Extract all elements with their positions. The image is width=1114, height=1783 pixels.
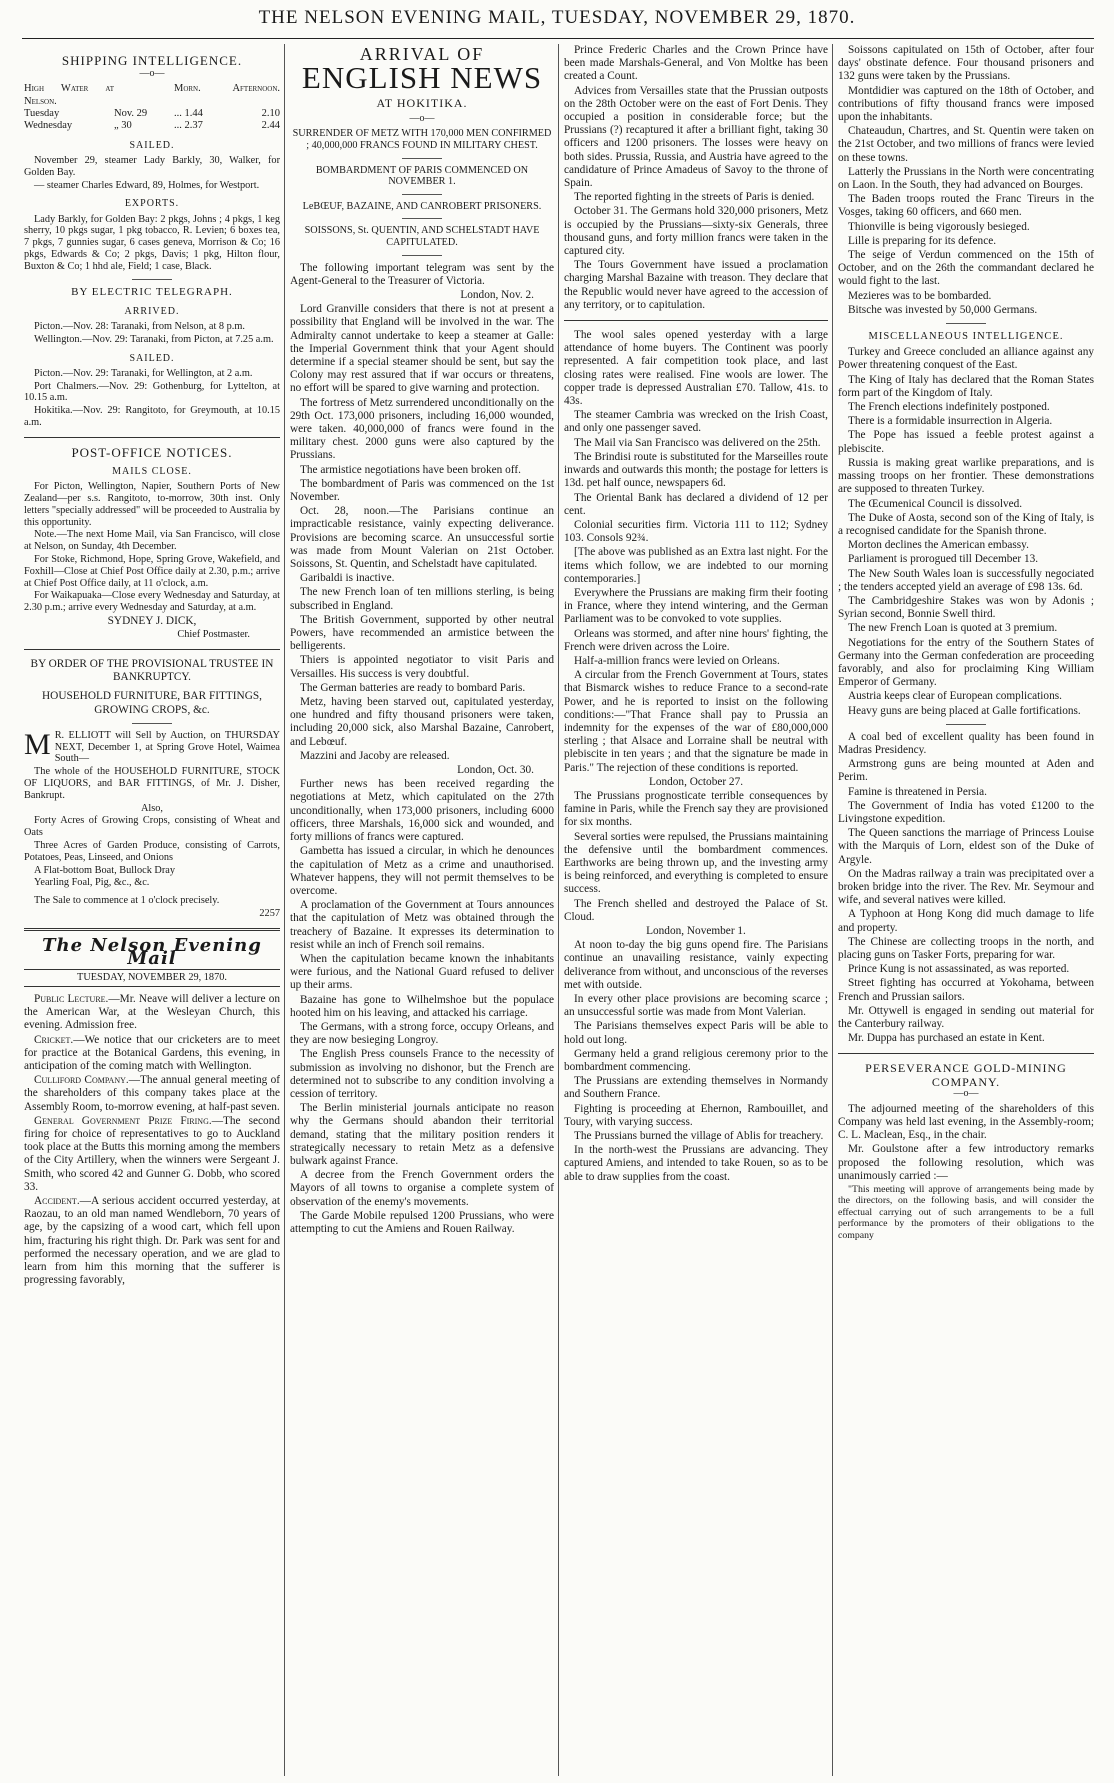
english-news-heading: ENGLISH NEWS (301, 60, 543, 96)
telegraph-entry: Wellington.—Nov. 29: Taranaki, from Picton, at 7.25 a.m. (34, 333, 274, 345)
sailed-heading: SAILED. (129, 352, 175, 364)
news-paragraph: The French elections indefinitely postponed. (848, 401, 1050, 414)
news-paragraph: There is a formidable insurrection in Algeria. (848, 415, 1053, 428)
tide-cell: „ 30 (114, 120, 132, 132)
news-paragraphs (838, 731, 1094, 1046)
news-paragraph: The seige of Verdun commenced on the 15th of October, and on the 26th the commandant declared he would fight to the last. (838, 249, 1094, 288)
news-paragraph: Prince Kung is not assassinated, as was reported. (848, 963, 1070, 976)
news-paragraphs (838, 346, 1094, 717)
news-paragraphs (564, 939, 828, 1184)
news-paragraph: Montdidier was captured on the 18th of October, and contributions of fifty thousand francs were imposed upon the inhabitants. (838, 84, 1094, 124)
news-paragraph: The New South Wales loan is successfully negociated ; the tenders accepted yield an average of £98 13s. 6d. (838, 567, 1094, 593)
ornament: —o— (139, 68, 165, 80)
local-news-lead: Culliford Company. (34, 1074, 129, 1087)
local-news-text: —Mr. Neave will deliver a lecture on the American War, at the Wesleyan Church, this evening. Admission free. (24, 992, 280, 1032)
news-paragraph: The Baden troops routed the Franc Tireurs in the Vosges, taking 60 officers, and 660 men. (838, 193, 1094, 219)
dateline: London, November 1. (646, 925, 746, 937)
divider (402, 158, 442, 159)
subheading: SOISSONS, St. QUENTIN, AND SCHELSTADT HAVE CAPITULATED. (304, 225, 540, 248)
news-paragraph: The Germans, with a strong force, occupy Orleans, and they are now besieging Longroy. (290, 1020, 554, 1047)
news-paragraph: In the north-west the Prussians are advancing. They captured Amiens, and intended to take Rouen, so as to be able to draw supplies from the coast. (564, 1144, 828, 1183)
paragraph: The following important telegram was sent by the Agent-General to the Treasurer of Victoria. (290, 261, 554, 287)
local-news-item (24, 1115, 280, 1194)
news-paragraph: The Prussians prognosticate terrible consequences by famine in Paris, while the French say they are provisioned for six months. (564, 789, 828, 829)
editorial-note: [The above was published as an Extra last night. For the items which follow, we are indebted to our morning contemporaries.] (564, 546, 828, 585)
column-rule (832, 44, 833, 1776)
news-paragraph: Soissons capitulated on 15th of October, after four days' obstinate defence. Four thousand prisoners and 132 guns were taken by the Prussians. (838, 44, 1094, 83)
local-news-lead: Public Lecture. (34, 992, 109, 1005)
news-paragraph: The Chinese are collecting troops in the north, and placing guns on Tasker Forts, preparing for war. (838, 935, 1094, 961)
news-paragraph: Parliament is prorogued till December 13. (848, 553, 1039, 566)
tide-header-cell: High Water at Nelson. (24, 83, 114, 107)
news-paragraphs (838, 1103, 1094, 1183)
column-rule (558, 44, 559, 1776)
telegraph-entry: Picton.—Nov. 28: Taranaki, from Nelson, at 8 p.m. (34, 321, 245, 333)
drop-cap: M (24, 727, 51, 761)
news-paragraph: Mr. Duppa has purchased an estate in Kent. (848, 1032, 1045, 1045)
column-4 (838, 44, 1094, 1776)
divider (838, 1053, 1094, 1054)
news-paragraph: The Tours Government have issued a proclamation charging Marshal Bazaine with treason. They declare that the Republic would never have agreed to the accession of any territory, or to capitulation. (564, 259, 828, 311)
news-paragraph: Half-a-million francs were levied on Orleans. (574, 654, 780, 667)
telegraph-entry: Port Chalmers.—Nov. 29: Gothenburg, for Lyttelton, at 10.15 a.m. (24, 380, 280, 404)
news-paragraph: Mr. Ottywell is engaged in sending out material for the Canterbury railway. (838, 1004, 1094, 1031)
news-paragraph: The Government of India has voted £1200 to the Livingstone expedition. (838, 799, 1094, 825)
news-paragraph: Morton declines the American embassy. (848, 539, 1029, 552)
column-3 (564, 44, 828, 1776)
divider (24, 969, 280, 970)
news-paragraph: Gambetta has issued a circular, in which he denounces the capitulation of Metz as a crime and unauthorised. Whatever happens, they will not permit themselves to be overcome. (290, 845, 554, 897)
news-paragraph: The Cambridgeshire Stakes was won by Adonis ; Syrian second, Bonnie Swell third. (838, 594, 1094, 621)
sailed-heading: SAILED. (129, 139, 175, 151)
news-paragraph: The adjourned meeting of the shareholders of this Company was held last evening, in the Assembly-room; C. L. Maclean, Esq., in the chair. (838, 1102, 1094, 1142)
column-2 (290, 44, 554, 1776)
ornament: —o— (953, 1087, 979, 1099)
news-paragraph: The Garde Mobile repulsed 1200 Prussians, who were attempting to cut the Amiens and Rouen Railway. (290, 1209, 554, 1235)
divider (402, 194, 442, 195)
news-paragraph: The French shelled and destroyed the Palace of St. Cloud. (564, 897, 828, 923)
dateline: London, October 27. (648, 775, 744, 788)
news-paragraph: Mr. Goulstone after a few introductory remarks proposed the following resolution, which was unanimously carried :— (838, 1143, 1094, 1182)
news-paragraph: The new French loan of ten millions sterling, is being subscribed in England. (290, 586, 554, 612)
local-news-lead: General Government Prize Firing. (34, 1114, 212, 1127)
tide-header (24, 83, 280, 108)
news-paragraph: In every other place provisions are becoming scarce ; an unsuccessful sortie was made from Mont Valerian. (564, 993, 828, 1019)
exports-heading: EXPORTS. (124, 198, 180, 210)
local-news-text: —The second firing for choice of representatives to go to Auckland took place at the Butts this morning among the members of the City Artillery, when the winners were Sergeant J. Smith, who scored 42 and Gunner G. Dobb, who scored 33. (24, 1114, 280, 1193)
news-paragraph: A coal bed of excellent quality has been found in Madras Presidency. (838, 730, 1094, 756)
news-paragraph: The Prussians burned the village of Ablis for treachery. (574, 1130, 824, 1143)
divider (402, 255, 442, 256)
news-paragraph: Lord Granville considers that there is not at present a possibility that England will be involved in the war. The Admiralty cannot undertake to keep a steamer at Galle: the Imperial Government think that your Agent should determine if a special steamer should be sent, but say the Colony may rest assured that if war occurs or threatens, no effort will be spared to give warning and protection. (290, 303, 554, 395)
news-paragraph: Thiers is appointed negotiator to visit Paris and Versailles. His success is very doubtful. (290, 654, 554, 680)
local-news-item (24, 1195, 280, 1287)
news-paragraph: Famine is threatened in Persia. (848, 785, 987, 798)
news-paragraph: Chateaudun, Chartres, and St. Quentin were taken on the 21st October, and two millions of francs were levied on these towns. (838, 125, 1094, 164)
local-news-text: —The annual general meeting of the shareholders of this company takes place at the Assembly Room, to-morrow evening, at half-past seven. (24, 1074, 280, 1113)
post-office-heading: POST-OFFICE NOTICES. (71, 444, 233, 460)
news-paragraph: Negotiations for the entry of the Southern States of Germany into the German confederation are proceeding favorably, and also for proclaiming King William Emperor of Germany. (838, 636, 1094, 689)
news-paragraph: A circular from the French Government at Tours, states that Bismarck wishes to reduce France to a second-rate Power, and he is reported to insist on the following conditions:—"That France shall pay to Prussia an indemnity for the expenses of the war of £80,000,000 sterling ; that Alsace and Lorraine shall be neutral with plebiscite in ten years ; and that the signature be made in Paris." The rejection of these conditions is reported. (564, 669, 828, 774)
divider (946, 724, 986, 725)
arrival-heading: ARRIVAL OF (359, 44, 485, 64)
news-paragraph: The German batteries are ready to bombard Paris. (300, 681, 526, 694)
telegraph-entry: Hokitika.—Nov. 29: Rangitoto, for Greymouth, at 10.15 a.m. (24, 405, 280, 428)
tide-header-cell: Afternoon. (232, 83, 280, 95)
news-paragraph: The new French Loan is quoted at 3 premium. (848, 622, 1058, 635)
tide-cell: 2.44 (261, 120, 280, 132)
auction-intro (24, 727, 280, 765)
news-paragraph: Metz, having been starved out, capitulated yesterday, one hundred and fifty thousand prisoners were taken, including 20,000 sick, also Marshal Bazaine, Canrobert, and Lebœuf. (290, 696, 554, 748)
news-paragraph: The Mail via San Francisco was delivered on the 25th. (574, 436, 821, 449)
shipping-entry: November 29, steamer Lady Barkly, 30, Walker, for Golden Bay. (24, 155, 280, 178)
exports-entry: Lady Barkly, for Golden Bay: 2 pkgs, Johns ; 4 pkgs, 1 keg sherry, 10 pkgs sugar, 1 pkg tobacco, R. Levien; 6 boxes tea, 7 pkgs, 7 gunnies sugar, 6 cases geneva, Morrison & Co; 16 pkgs, Edwards & Co; 2 pkgs, Davis; 1 pkg, Hilton flour, Buxton & Co; 1 hhd ale, Field; 1 case, Black. (24, 213, 280, 272)
tide-cell: 2.10 (261, 108, 280, 120)
subheading: SURRENDER OF METZ WITH 170,000 MEN CONFIRMED ; 40,000,000 FRANCS FOUND IN MILITARY CHEST. (292, 128, 552, 151)
divider (132, 279, 172, 280)
news-paragraph: The Queen sanctions the marriage of Princess Louise with the Marquis of Lorn, eldest son of the Duke of Argyle. (838, 827, 1094, 866)
auction-heading: HOUSEHOLD FURNITURE, BAR FITTINGS, GROWING CROPS, &c. (42, 690, 262, 716)
news-paragraph: On the Madras railway a train was precipitated over a broken bridge into the river. The Rev. Mr. Seymour and wife, and several natives were killed. (838, 867, 1094, 907)
divider (132, 723, 172, 724)
advert-number: 2257 (259, 907, 280, 919)
news-paragraph: The wool sales opened yesterday with a large attendance of home buyers. The Continent was poorly represented. A fair competition took place, and last closing rates were realised. Fine wools are lower. The copper trade is depressed Australian £70. Tallow, 41s. to 43s. (564, 329, 828, 408)
news-paragraph: A proclamation of the Government at Tours announces that the capitulation of Metz was obtained through the treachery of Bazaine. It expresses its determination to resist while an inch of French soil remains. (290, 899, 554, 951)
news-paragraph: The Pope has issued a feeble protest against a plebiscite. (838, 429, 1094, 455)
news-paragraph: At noon to-day the big guns opend fire. The Parisians continue an unavailing resistance, vainly expecting deliverance from without, and unconscious of the reverses met with outside. (564, 939, 828, 991)
divider (24, 986, 280, 987)
news-paragraph: October 31. The Germans hold 320,000 prisoners, Metz is occupied by the Prussians—sixty-six Generals, three thousand guns, and forty million francs were taken in the captured city. (564, 205, 828, 258)
mails-close-heading: MAILS CLOSE. (112, 466, 192, 477)
news-paragraphs (838, 44, 1094, 317)
column-1 (24, 44, 280, 1776)
shipping-entry: — steamer Charles Edward, 89, Holmes, for Westport. (34, 179, 260, 191)
news-paragraph: The Œcumenical Council is dissolved. (848, 497, 1023, 510)
news-paragraph: Lille is preparing for its defence. (848, 234, 997, 247)
auction-item: Forty Acres of Growing Crops, consisting of Wheat and Oats (24, 815, 280, 839)
resolution-quote: "This meeting will approve of arrangements being made by the directors, on the following basis, and will consider the effectual carrying out of such arrangements to be a full performance by the promoters of their obligations to the company (838, 1184, 1094, 1241)
news-paragraph: Orleans was stormed, and after nine hours' fighting, the French were driven across the Loire. (564, 627, 828, 653)
news-paragraph: Advices from Versailles state that the Prussian outposts on the 28th October were on the east of Fort Denis. They occupied a position in considerable force; but the Prussians (?) recaptured it after a brilliant fight, taking 30 officers and 1200 prisoners. The losses were heavy on both sides. Prussia, Russia, and Austria have agreed to the candidature of Prince Amadeus of Savoy to the throne of Spain. (564, 84, 828, 190)
news-paragraph: Bazaine has gone to Wilhelmshoe but the populace hooted him on his leaving, and attacked his carriage. (290, 993, 554, 1019)
hokitika-heading: AT HOKITIKA. (376, 96, 468, 111)
paper-date: TUESDAY, NOVEMBER 29, 1870. (77, 972, 227, 984)
news-paragraph: Prince Frederic Charles and the Crown Prince have been made Marshals-General, and Von Moltke has been created a Count. (564, 44, 828, 83)
postmaster-title: Chief Postmaster. (177, 629, 250, 641)
divider (24, 437, 280, 438)
divider (402, 218, 442, 219)
post-notice: For Stoke, Richmond, Hope, Spring Grove, Wakefield, and Foxhill—Close at Chief Post Office daily at 2.30, p.m.; arrive at Chief Post Office daily, at 11 o'clock, a.m. (24, 553, 280, 589)
telegraph-heading: BY ELECTRIC TELEGRAPH. (71, 285, 233, 298)
news-paragraph: The English Press counsels France to the necessity of submission as involving no dishonor, but the French are determined not to subscribe to any condition involving a cession of territory. (290, 1048, 554, 1100)
trustee-heading: BY ORDER OF THE PROVISIONAL TRUSTEE IN BANKRUPTCY. (30, 657, 274, 684)
auction-sale-time: The Sale to commence at 1 o'clock precisely. (34, 895, 220, 907)
auction-item: Yearling Foal, Pig, &c., &c. (34, 877, 150, 889)
post-notice: For Waikapuaka—Close every Wednesday and Saturday, at 2.30 p.m.; arrive every Wednesday and Saturday, at a.m. (24, 590, 280, 614)
news-paragraph: Street fighting has occurred at Yokohama, between French and Prussian sailors. (838, 977, 1094, 1003)
ornament: —o— (409, 113, 435, 125)
tide-cell: Tuesday (24, 108, 60, 120)
divider (564, 320, 828, 321)
news-paragraph: Russia is making great warlike preparations, and is massing troops on her frontier. These demonstrations are supposed to threaten Turkey. (838, 456, 1094, 496)
tide-cell: Nov. 29 (114, 108, 148, 120)
news-paragraph: The Duke of Aosta, second son of the King of Italy, is a recognised candidate for the Spanish throne. (838, 511, 1094, 537)
arrived-heading: ARRIVED. (124, 305, 180, 317)
news-paragraph: Several sorties were repulsed, the Prussians maintaining the defensive until the bombardment commences. Earthworks are being thrown up, and the investing army is being reinforced, and everything is completed to ensure success. (564, 830, 828, 896)
news-paragraphs (564, 329, 828, 545)
news-paragraph: The Brindisi route is substituted for the Marseilles route inwards and outwards this month; the postage for letters is 13d. pet half ounce, newspapers 6d. (564, 450, 828, 490)
misc-heading: MISCELLANEOUS INTELLIGENCE. (868, 331, 1064, 343)
news-paragraph: Further news has been received regarding the negotiations at Metz, which capitulated on the 27th unconditionally, when 173,000 prisoners, including 6000 officers, three Marshals, 16,000 sick and wounded, and forty millions of francs were captured. (290, 778, 554, 844)
news-paragraphs (290, 778, 554, 1236)
news-paragraph: Turkey and Greece concluded an alliance against any Power threatening conquest of the East. (838, 346, 1094, 372)
divider (946, 323, 986, 324)
news-paragraphs (564, 44, 828, 312)
news-paragraph: Fighting is proceeding at Ehernon, Rambouillet, and Toury, with varying success. (564, 1102, 828, 1128)
news-paragraph: The Prussians are extending themselves in Normandy and Southern France. (564, 1075, 828, 1101)
auction-intro-text: R. ELLIOTT will Sell by Auction, on THURSDAY NEXT, December 1, at Spring Grove Hotel, Waimea South— (54, 729, 280, 765)
auction-also: Also, (140, 802, 164, 814)
divider (24, 649, 280, 650)
news-paragraph: The King of Italy has declared that the Roman States form part of the Kingdom of Italy. (838, 373, 1094, 399)
dateline: London, Oct. 30. (457, 764, 534, 777)
local-news-item (24, 993, 280, 1033)
news-paragraph: Colonial securities firm. Victoria 111 to 112; Sydney 103. Consols 92¾. (564, 518, 828, 545)
subheading: LeBŒUF, BAZAINE, AND CANROBERT PRISONERS. (302, 200, 542, 212)
masthead: THE NELSON EVENING MAIL, TUESDAY, NOVEMBER 29, 1870. (258, 7, 856, 28)
tide-cell: ... 1.44 (174, 108, 203, 120)
tide-row (24, 108, 280, 120)
news-paragraph: The Oriental Bank has declared a dividend of 12 per cent. (564, 491, 828, 517)
news-paragraph: Germany held a grand religious ceremony prior to the bombardment commencing. (564, 1047, 828, 1074)
news-paragraph: The reported fighting in the streets of Paris is denied. (574, 191, 815, 204)
tide-cell: Wednesday (24, 120, 73, 132)
news-paragraph: The armistice negotiations have been broken off. (300, 463, 521, 476)
news-paragraph: The British Government, supported by other neutral Powers, have recommended an armistice between the belligerents. (290, 613, 554, 653)
auction-item: A Flat-bottom Boat, Bullock Dray (34, 864, 175, 876)
news-paragraph: Austria keeps clear of European complications. (848, 690, 1062, 703)
tide-row (24, 120, 280, 132)
news-paragraph: The steamer Cambria was wrecked on the Irish Coast, and only one passenger saved. (564, 409, 828, 435)
news-paragraph: A Typhoon at Hong Kong did much damage to life and property. (838, 908, 1094, 934)
local-news-lead: Accident. (34, 1194, 80, 1207)
telegraph-entry: Picton.—Nov. 29: Taranaki, for Wellington, at 2 a.m. (34, 367, 253, 379)
news-paragraph: Bitsche was invested by 50,000 Germans. (848, 303, 1038, 316)
tide-header-cell: Morn. (174, 83, 201, 95)
news-paragraph: Mazzini and Jacoby are released. (300, 749, 450, 762)
news-paragraph: Armstrong guns are being mounted at Aden and Perim. (838, 758, 1094, 784)
column-rule (284, 44, 285, 1776)
news-paragraph: The bombardment of Paris was commenced on the 1st November. (290, 477, 554, 504)
shipping-heading: SHIPPING INTELLIGENCE. (61, 53, 243, 68)
perseverance-heading: PERSEVERANCE GOLD-MINING COMPANY. (865, 1061, 1067, 1089)
news-paragraph: When the capitulation became known the inhabitants were furious, and the National Guard refused to deliver up their arms. (290, 952, 554, 992)
news-paragraph: Mezieres was to be bombarded. (848, 289, 992, 302)
news-paragraphs (564, 790, 828, 924)
news-paragraph: Latterly the Prussians in the North were concentrating on Laon. In the South, they had advanced on Bourges. (838, 165, 1094, 192)
subheading: BOMBARDMENT OF PARIS COMMENCED ON NOVEMBER 1. (315, 164, 529, 188)
local-news-text: —We notice that our cricketers are to meet for practice at the Botanical Gardens, this evening, in anticipation of the coming match with Wellington. (24, 1033, 280, 1072)
tide-cell: ... 2.37 (174, 120, 203, 132)
news-paragraph: Heavy guns are being placed at Galle fortifications. (848, 704, 1081, 717)
top-rule (22, 38, 1094, 39)
postmaster-name: SYDNEY J. DICK, (107, 614, 197, 627)
auction-item: The whole of the HOUSEHOLD FURNITURE, STOCK OF LIQUORS, and BAR FITTINGS, of Mr. J. Disher, Bankrupt. (24, 766, 280, 801)
news-paragraphs (290, 303, 554, 763)
local-news-item (24, 1034, 280, 1074)
local-news-item (24, 1074, 280, 1114)
divider (24, 928, 280, 931)
news-paragraph: The Parisians themselves expect Paris will be able to hold out long. (564, 1020, 828, 1046)
news-paragraphs (564, 587, 828, 775)
auction-item: Three Acres of Garden Produce, consisting of Carrots, Potatoes, Peas, Linseed, and Onions (24, 839, 280, 863)
news-paragraph: Thionville is being vigorously besieged. (848, 220, 1030, 233)
post-notice: For Picton, Wellington, Napier, Southern Ports of New Zealand—per s.s. Rangitoto, to-morrow, 30th inst. Only letters "specially addressed" will be proceeded to Australia by this opportunity. (24, 481, 280, 528)
news-paragraph: Garibaldi is inactive. (300, 572, 395, 585)
news-paragraph: The fortress of Metz surrendered unconditionally on the 29th Oct. 173,000 prisoners, including 16,000 wounded, were taken. 40,000,000 of francs were found in the military chest. 2000 guns were also captured by the Prussians. (290, 396, 554, 462)
local-news-lead: Cricket. (34, 1033, 74, 1046)
paper-title: The Nelson Evening Mail (42, 934, 262, 969)
tide-header-cell (114, 83, 174, 108)
local-news-text: —A serious accident occurred yesterday, at Raozau, to an old man named Wendleborn, 70 years of age, by the capsizing of a wood cart, which fell upon him, fracturing his right thigh. Dr. Park was sent for and performed the necessary operation, and we are glad to learn from him this morning that the sufferer is progressing favorably, (24, 1194, 280, 1287)
news-paragraph: A decree from the French Government orders the Mayors of all towns to organise a complete system of observation of the enemy's movements. (290, 1169, 554, 1208)
post-notice: Note.—The next Home Mail, via San Francisco, will close at Nelson, on Sunday, 4th December. (24, 529, 280, 553)
news-paragraph: The Berlin ministerial journals anticipate no reason why the Germans should abandon their territorial demand, stating that the military position renders it strategically necessary to retain Metz as a defensive bulwark against France. (290, 1102, 554, 1167)
dateline: London, Nov. 2. (460, 288, 534, 301)
news-paragraph: Everywhere the Prussians are making firm their footing in France, where they intend wintering, and the German Parliament was to be convoked to vote supplies. (564, 586, 828, 626)
news-paragraph: Oct. 28, noon.—The Parisians continue an impracticable resistance, vainly expecting deliverance. Provisions are becoming scarce. An unsuccessful sortie was made from Mount Valerian on 21st October. Soissons, St. Quentin, and Schelstadt have capitulated. (290, 505, 554, 571)
